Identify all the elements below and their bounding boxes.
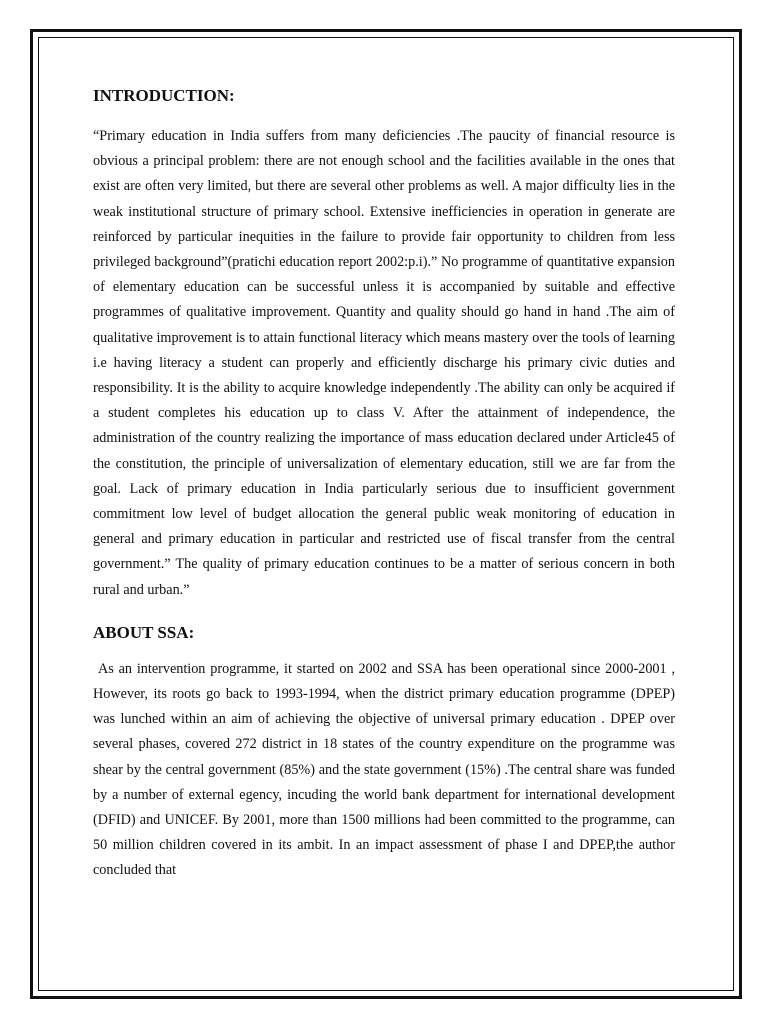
about-ssa-paragraph: As an intervention programme, it started on 2002 and SSA has been operational since 2000-2001 , However, its roots go back to 1993-1994, when the district primary education programme (DPEP) was lunched within an aim of achieving the objective of universal primary education . DPEP over several phases, covered 272 district in 18 states of the country expenditure on the programme was shear by the central government (85%) and the state government (15%) .The central share was funded by a number of external egency, incuding the world bank department for international development (DFID) and UNICEF. By 2001, more than 1500 millions had been committed to the programme, can 50 million children covered in its ambit. In an impact assessment of phase I and DPEP,the author concluded that [93,660,675,879]
introduction-paragraph: “Primary education in India suffers from many deficiencies .The paucity of financial resource is obvious a principal problem: there are not enough school and the facilities available in the ones that exist are often very limited, but there are several other problems as well. A major difficulty lies in the weak institutional structure of primary school. Extensive inefficiencies in operation in generate are reinforced by particular inequities in the failure to provide fair opportunity to children from less privileged background”(pratichi education report 2002:p.i).” No programme of quantitative expansion of elementary education can be successful unless it is accompanied by suitable and effective programmes of qualitative improvement. Quantity and quality should go hand in hand .The aim of qualitative improvement is to attain functional literacy which means mastery over the tools of learning i.e having literacy a student can properly and efficiently discharge his primary civic duties and responsibility. It is the ability to acquire knowledge independently .The ability can only be acquired if a student completes his education up to class V. After the attainment of independence, the administration of the country realizing the importance of mass education declared under Article45 of the constitution, the principle of universalization of elementary education, still we are far from the goal. Lack of primary education in India particularly serious due to insufficient government commitment low level of budget allocation the general public weak monitoring of education in general and primary education in particular and restricted use of fiscal transfer from the central government.” The quality of primary education continues to be a matter of serious concern in both rural and urban.” [93,128,675,598]
introduction-heading: INTRODUCTION: [93,86,235,105]
document-body [93,82,675,884]
about-ssa-heading: ABOUT SSA: [93,622,195,642]
